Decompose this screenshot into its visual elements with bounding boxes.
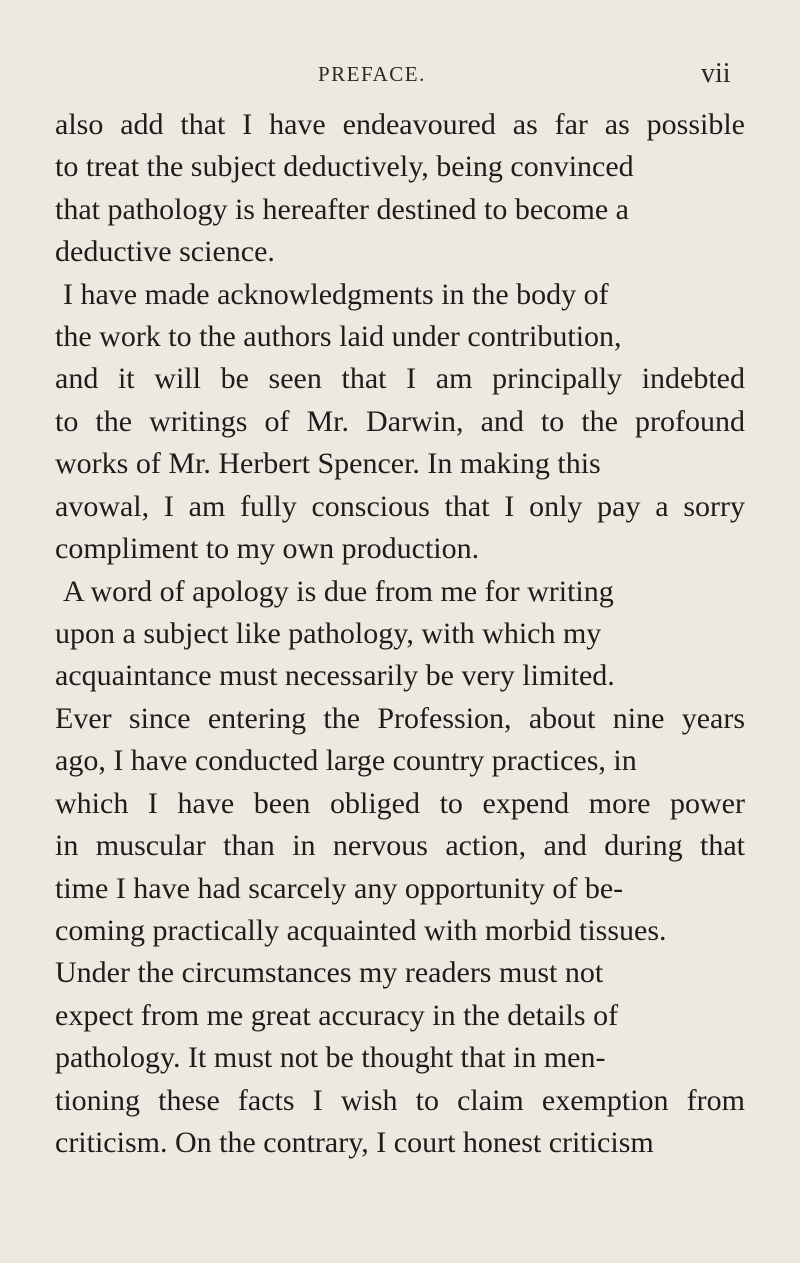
text-line: A word of apology is due from me for writing xyxy=(63,575,614,608)
running-head xyxy=(0,58,800,98)
text-line: time I have had scarcely any opportunity of be- xyxy=(55,872,624,905)
text-line: I have made acknowledgments in the body of xyxy=(63,278,609,311)
text-line: expect from me great accuracy in the details of xyxy=(55,999,619,1032)
text-line: also add that I have endeavoured as far as possible xyxy=(55,108,745,141)
text-line: ago, I have conducted large country practices, in xyxy=(55,744,637,777)
header-title: PREFACE. xyxy=(318,62,426,86)
text-line: and it will be seen that I am principally indebted xyxy=(55,362,745,395)
text-line: works of Mr. Herbert Spencer. In making this xyxy=(55,447,601,480)
text-line: the work to the authors laid under contribution, xyxy=(55,320,622,353)
text-line: avowal, I am fully conscious that I only pay a sorry xyxy=(55,490,745,523)
text-line: Ever since entering the Profession, about nine years xyxy=(55,702,745,735)
text-line: that pathology is hereafter destined to become a xyxy=(55,193,629,226)
text-line: tioning these facts I wish to claim exemption from xyxy=(55,1084,745,1117)
text-line: to the writings of Mr. Darwin, and to the profound xyxy=(55,405,745,438)
text-line: pathology. It must not be thought that in men- xyxy=(55,1041,606,1074)
text-line: upon a subject like pathology, with which my xyxy=(55,617,602,650)
text-line: acquaintance must necessarily be very limited. xyxy=(55,659,615,692)
text-line: deductive science. xyxy=(55,235,275,268)
text-line: Under the circumstances my readers must not xyxy=(55,956,604,989)
page-number: vii xyxy=(701,58,731,89)
text-line: coming practically acquainted with morbid tissues. xyxy=(55,914,667,947)
text-line: criticism. On the contrary, I court honest criticism xyxy=(55,1126,654,1159)
text-line: to treat the subject deductively, being convinced xyxy=(55,150,634,183)
text-line: in muscular than in nervous action, and during that xyxy=(55,829,745,862)
text-line: which I have been obliged to expend more power xyxy=(55,787,745,820)
text-line: compliment to my own production. xyxy=(55,532,480,565)
